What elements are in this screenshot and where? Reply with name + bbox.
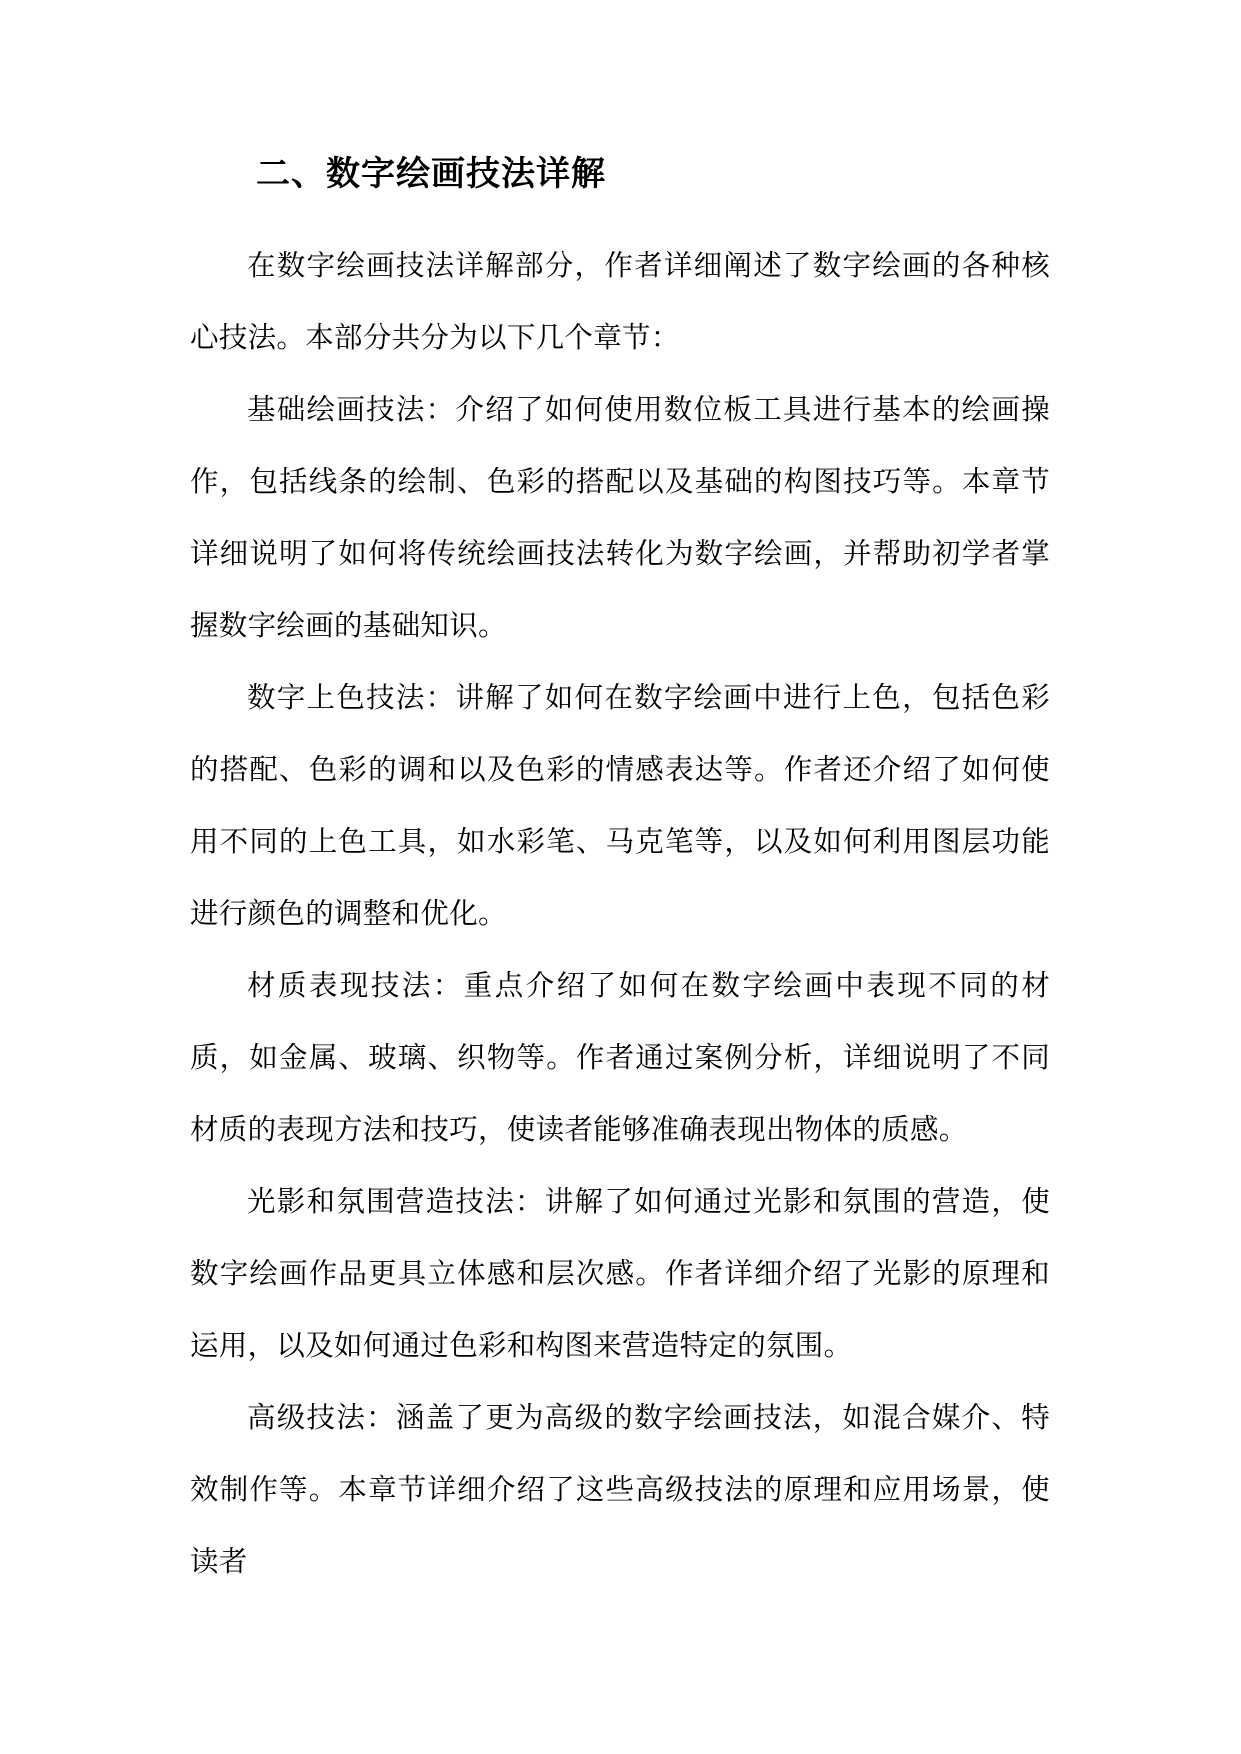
text-line: 光影和氛围营造技法：讲解了如何通过光影和氛围的营造，使数 [190,1185,1050,1290]
body-paragraph [190,1382,1050,1598]
body-paragraph [190,950,1050,1166]
text-line: 色的调整和优化。 [276,897,507,930]
text-line: 高级技法：涵盖了更为高级的数字绘画技法，如混合媒介、特效 [190,1401,1050,1506]
text-line: 画的基础知识。 [305,609,507,642]
text-line: 基础绘画技法：介绍了如何使用数位板工具进行基本的绘画操作， [190,393,1050,498]
body-paragraph [190,374,1050,662]
body-text [190,230,1050,1598]
text-line: 字绘画作品更具立体感和层次感。作者详细介绍了光影的原理和运用， [190,1257,1050,1362]
text-line: 包括线条的绘制、色彩的搭配以及基础的构图技巧等。本章节详细说 [190,465,1050,570]
text-line: 在数字绘画技法详解部分，作者详细阐述了数字绘画的各种核心 [190,249,1050,354]
text-line: 以及如何通过色彩和构图来营造特定的氛围。 [276,1329,853,1362]
body-paragraph [190,662,1050,950]
body-paragraph [190,230,1050,374]
text-line: 数字上色技法：讲解了如何在数字绘画中进行上色，包括色彩的 [190,681,1050,786]
section-heading: 二、数字绘画技法详解 [256,154,606,194]
text-line: 明了如何将传统绘画技法转化为数字绘画，并帮助初学者掌握数字绘 [190,537,1050,642]
text-line: 同的上色工具，如水彩笔、马克笔等，以及如何利用图层功能进行颜 [190,825,1050,930]
body-paragraph [190,1166,1050,1382]
text-line: 表现方法和技巧，使读者能够准确表现出物体的质感。 [276,1113,968,1146]
text-line: 搭配、色彩的调和以及色彩的情感表达等。作者还介绍了如何使用不 [190,753,1050,858]
text-line: 制作等。本章节详细介绍了这些高级技法的原理和应用场景，使读者 [190,1473,1050,1578]
text-line: 材质表现技法：重点介绍了如何在数字绘画中表现不同的材质， [190,969,1050,1074]
text-line: 如金属、玻璃、织物等。作者通过案例分析，详细说明了不同材质的 [190,1041,1050,1146]
text-line: 技法。本部分共分为以下几个章节： [218,321,680,354]
